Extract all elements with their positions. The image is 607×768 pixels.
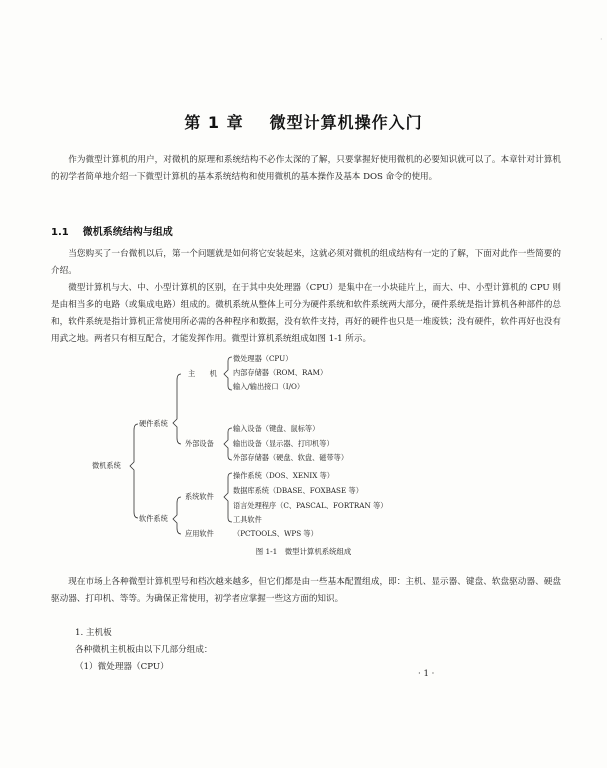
host-item-io: 输入/输出接口（I/O） [233, 382, 305, 391]
chapter-number: 第 1 章 [184, 113, 244, 132]
peripheral-item-storage: 外部存储器（硬盘、软盘、磁带等） [233, 453, 349, 462]
page-number: · 1 · [418, 669, 435, 679]
system-item-os: 操作系统（DOS、XENIX 等） [233, 471, 334, 480]
peripheral-item-input: 输入设备（键盘、鼠标等） [233, 424, 320, 433]
section-title: 微机系统结构与组成 [82, 227, 173, 238]
chapter-title-text: 微型计算机操作入门 [269, 113, 423, 132]
intro-paragraph: 作为微型计算机的用户，对微机的原理和系统结构不必作太深的了解，只要掌握好使用微机的必要知识就可以了。本章针对计算机的初学者简单地介绍一下微型计算机的基本系统结构和使用微机的基本操作及基本 DOS 命令的使用。 [51, 155, 561, 182]
list-item-mainboard: 1. 主机板 [75, 628, 112, 638]
paragraph-2: 微型计算机与大、中、小型计算机的区别，在于其中央处理器（CPU）是集中在一小块硅片上，而大、中、小型计算机的 CPU 则是由相当多的电路（或集成电路）组成的。微机系统从整体上可分为硬件系统和软件系统两大部分，硬件系统是指计算机各种部件的总和，软件系统是指计算机正常使用所必需的各种程序和数据，没有软件支持，再好的硬件也只是一堆废铁；没有硬件，软件再好也没有用武之地。两者只有相互配合，才能发挥作用。微型计算机系统组成如图 1-1 所示。 [51, 283, 561, 344]
list-subitem-cpu: （1）微处理器（CPU） [75, 662, 169, 672]
system-item-language: 语言处理程序（C、PASCAL、FORTRAN 等） [233, 501, 388, 510]
brace-host [224, 357, 232, 390]
section-number: 1.1 [51, 227, 69, 238]
tree-hardware-label: 硬件系统 [139, 419, 168, 428]
tree-root-label: 微机系统 [92, 461, 121, 470]
paragraph-1: 当您购买了一台微机以后，第一个问题就是如何将它安装起来，这就必须对微机的组成结构有一定的了解，下面对此作一些简要的介绍。 [51, 249, 561, 276]
app-item: （PCTOOLS、WPS 等） [233, 529, 318, 538]
paragraph-3: 现在市场上各种微型计算机型号和档次越来越多，但它们都是由一些基本配置组成，即：主机、显示器、键盘、软盘驱动器、硬盘驱动器、打印机、等等。为确保正常使用，初学者应掌握一些这方面的知识。 [51, 577, 561, 604]
peripheral-item-output: 输出设备（显示器、打印机等） [233, 439, 334, 448]
tree-host-label: 主 机 [188, 369, 217, 378]
brace-peripheral [224, 428, 232, 460]
brace-system-software [224, 473, 232, 522]
tree-app-software-label: 应用软件 [185, 529, 214, 538]
system-item-tools: 工具软件 [233, 515, 262, 524]
tree-peripheral-label: 外部设备 [185, 439, 214, 448]
tree-system-software-label: 系统软件 [185, 492, 214, 501]
host-item-cpu: 微处理器（CPU） [233, 354, 293, 363]
brace-root [130, 424, 138, 518]
scan-mark: · [600, 35, 603, 44]
figure-caption: 图 1-1 微型计算机系统组成 [255, 547, 352, 556]
host-item-memory: 内部存储器（ROM、RAM） [233, 368, 328, 377]
system-item-database: 数据库系统（DBASE、FOXBASE 等） [233, 486, 363, 495]
tree-software-label: 软件系统 [139, 514, 168, 523]
list-item-mainboard-desc: 各种微机主机板由以下几部分组成： [75, 645, 213, 655]
brace-software [173, 497, 181, 534]
brace-hardware [173, 374, 181, 444]
